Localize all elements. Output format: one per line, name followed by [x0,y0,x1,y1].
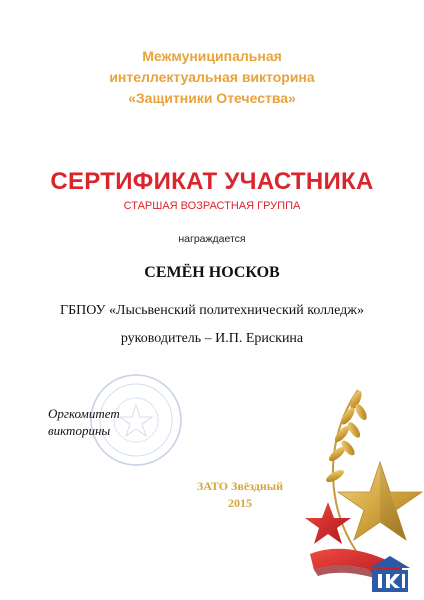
certificate-title: СЕРТИФИКАТ УЧАСТНИКА [50,168,374,195]
age-group-subtitle: СТАРШАЯ ВОЗРАСТНАЯ ГРУППА [123,200,301,212]
college-logo-icon [366,552,414,596]
location-year [150,478,330,512]
organizing-committee-signature [48,405,158,439]
header-line-1: Межмуниципальная [142,48,282,64]
header-line-2: интеллектуальная викторина [109,69,315,85]
year-text: 2015 [228,496,252,510]
awarded-text: награждается [178,233,246,245]
competition-header [0,46,424,109]
committee-line-2: викторины [48,423,111,438]
committee-line-1: Оргкомитет [48,406,120,421]
supervisor-name: руководитель – И.П. Ерискина [120,331,304,346]
header-line-3: «Защитники Отечества» [128,90,296,106]
location-text: ЗАТО Звёздный [196,479,284,493]
organization-name: ГБПОУ «Лысьвенский политехнический колледж» [60,303,364,318]
recipient-name: СЕМЁН НОСКОВ [144,264,280,281]
